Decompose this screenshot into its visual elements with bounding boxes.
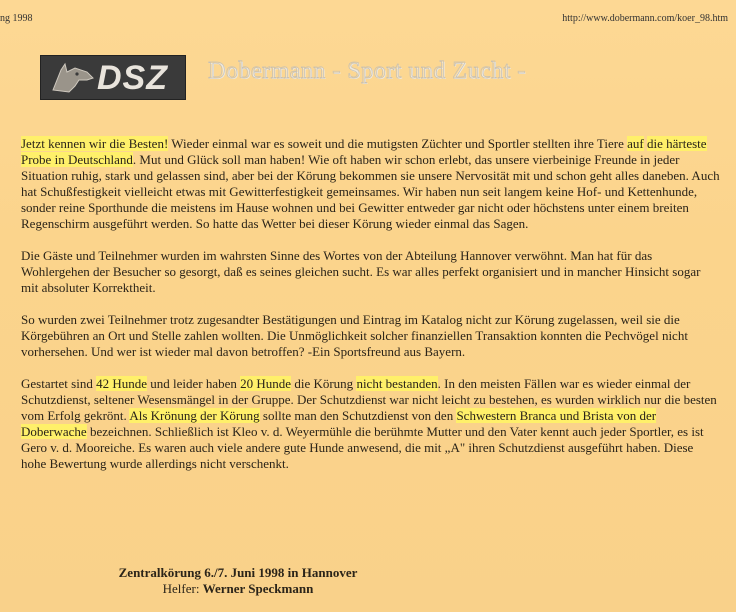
highlight-text: nicht bestanden	[356, 376, 438, 391]
paragraph-3: So wurden zwei Teilnehmer trotz zugesandter Bestätigungen und Eintrag im Katalog nicht zur Körung zugelassen, weil sie die Körgebühren an Ort und Stelle zahlen wollten. Die Unmöglichkeit solcher finanziellen Transaktion konnten die Pechvögel nicht vorhersehen. Und wer ist wieder mal davon betroffen? -Ein Sportsfreund aus Bayern.	[21, 312, 688, 359]
header-date: ng 1998	[0, 13, 33, 24]
paragraph-2: Die Gäste und Teilnehmer wurden im wahrsten Sinne des Wortes von der Abteilung Hannover verwöhnt. Man hat für das Wohlergehen der Besucher so gesorgt, daß es seines gleichen sucht. Es war alles perfekt organisiert und in mancher Hinsicht sogar mit absoluter Korrektheit.	[21, 248, 701, 295]
paragraph-text: Gestartet sind	[21, 376, 97, 391]
logo-text: DSZ	[97, 59, 168, 97]
paragraph-text: . In den meisten Fällen war es wieder einmal der Schutzdienst, seltener Wesensmängel in der Gruppe. Der Schutzdienst war nicht leicht zu bestehen, es wurden wirklich nur die besten vom Erfolg gekrönt.	[21, 376, 717, 423]
paragraph-text: Wieder einmal war es soweit und die mutigsten Züchter und Sportler stellten ihre Tiere	[168, 136, 628, 151]
dobermann-head-icon	[47, 60, 97, 96]
highlight-text: auf	[627, 136, 644, 151]
highlight-text: Jetzt kennen wir die Besten!	[21, 136, 169, 151]
paragraph-text: bezeichnen. Schließlich ist Kleo v. d. Weyermühle die berühmte Mutter und den Vater kennt auch jeder Sportler, es ist Gero v. d. Mooreiche. Es waren auch viele andere gute Hunde anwesend, die mit „A" ihren Schutzdienst ausgeführt haben. Diese hohe Bewertung wurde allerdings nicht verschenkt.	[21, 424, 704, 471]
paragraph-1	[21, 136, 721, 232]
highlight-text: die härteste Probe in Deutschland	[21, 136, 707, 167]
paragraph-text: und leider haben	[147, 376, 241, 391]
helper-label: Helfer:	[162, 581, 203, 596]
paragraph-text: . Mut und Glück soll man haben! Wie oft haben wir schon erlebt, das unsere vierbeinige Freunde in jeder Situation ruhig, stark und gelassen sind, aber bei der Körung bekommen sie unsere Nervosität mit und schon geht alles daneben. Auch hat Schußfestigkeit vielleicht etwas mit Gewitterfestigkeit gemeinsames. Wir haben nun seit langem keine Hof- und Kettenhunde, sonder reine Sporthunde die meistens im Hause wohnen und bei Gewitter entweder gar nicht oder höchstens unter einem breiten Regenschirm ausgeführt werden. So hatte das Wetter bei dieser Körung wieder einmal das Sagen.	[21, 152, 720, 231]
highlight-text: 20 Hunde	[240, 376, 292, 391]
highlight-text: 42 Hunde	[96, 376, 148, 391]
helper-name: Werner Speckmann	[202, 581, 314, 596]
paragraph-4	[21, 376, 721, 472]
article-body	[21, 136, 721, 472]
highlight-text: Als Krönung der Körung	[129, 408, 260, 423]
paragraph-text: die Körung	[291, 376, 357, 391]
helper-caption	[0, 581, 476, 597]
highlight-text: Schwestern Branca und Brista von der Doberwache	[21, 408, 657, 439]
header-url: http://www.dobermann.com/koer_98.htm	[562, 13, 728, 24]
paragraph-text: sollte man den Schutzdienst von den	[259, 408, 457, 423]
page-title: Dobermann - Sport und Zucht -	[208, 58, 526, 84]
event-caption: Zentralkörung 6./7. Juni 1998 in Hannover	[118, 565, 358, 580]
dsz-logo	[40, 55, 186, 100]
